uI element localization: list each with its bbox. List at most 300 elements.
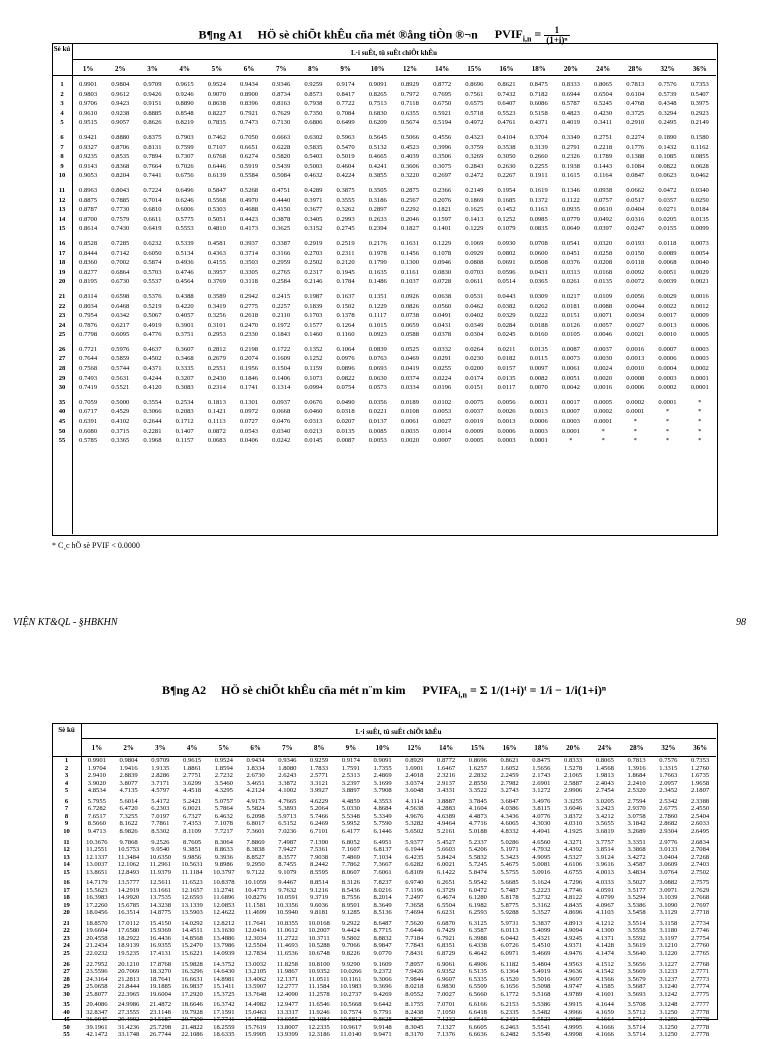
factor-cell: 0.3220	[400, 172, 420, 180]
factor-cell: 0.7350	[304, 109, 323, 117]
factor-cell: 0.0472	[658, 186, 677, 194]
factor-cell: 13.2105	[244, 968, 267, 976]
factor-cell: 2.8550	[468, 779, 487, 787]
table-a2-grid	[52, 743, 716, 1039]
factor-cell: 0.0001	[594, 418, 613, 426]
factor-cell: 2.2410	[627, 779, 646, 787]
factor-cell: 7.3658	[405, 901, 424, 909]
factor-cell: 0.8963	[79, 186, 98, 194]
rate-col-header: 12%	[407, 743, 422, 752]
factor-cell: 0.0946	[433, 259, 452, 267]
factor-cell: 0.2502	[304, 259, 323, 267]
factor-cell: 8.0218	[405, 983, 424, 991]
factor-cell: 0.6232	[143, 239, 162, 247]
factor-cell: 0.0638	[433, 292, 452, 300]
factor-cell: 0.0451	[561, 249, 580, 257]
factor-cell: 5.2421	[183, 797, 202, 805]
factor-cell: 2.3216	[437, 772, 456, 780]
factor-cell: 0.0462	[465, 302, 484, 310]
factor-cell: 8.0552	[405, 990, 424, 998]
factor-cell: 0.0054	[690, 249, 709, 257]
factor-cell: 12.0416	[244, 927, 267, 935]
factor-cell: 13.6055	[276, 1016, 299, 1024]
table-row	[52, 277, 716, 287]
table-row	[52, 268, 716, 278]
factor-cell: 5.2161	[437, 827, 456, 835]
factor-cell: 7.5620	[405, 919, 424, 927]
factor-cell: 19.6604	[86, 927, 108, 935]
rate-col-header: 15%	[467, 64, 482, 73]
factor-cell: 12.1062	[117, 861, 140, 869]
factor-cell: 0.4371	[529, 119, 548, 127]
factor-cell: 10.9352	[308, 968, 330, 976]
factor-cell: 3.5177	[627, 886, 646, 894]
factor-cell: 10.0266	[340, 968, 362, 976]
factor-cell: 1.5278	[564, 764, 583, 772]
factor-cell: 5.5016	[532, 975, 551, 983]
factor-cell: 7.8869	[246, 838, 265, 846]
factor-cell: 14.3752	[213, 960, 235, 968]
factor-cell: 2.7232	[214, 772, 233, 780]
factor-cell: 9.5802	[341, 934, 360, 942]
period-cell: 21	[58, 292, 66, 300]
factor-cell: 0.0039	[658, 278, 677, 286]
factor-cell: 15.6785	[117, 901, 140, 909]
factor-cell: 0.2633	[368, 215, 387, 223]
factor-cell: 0.0830	[433, 268, 452, 276]
factor-cell: *	[698, 418, 702, 426]
factor-cell: 0.4289	[304, 186, 323, 194]
factor-cell: 0.5787	[561, 100, 580, 108]
factor-cell: 0.0117	[497, 384, 516, 392]
factor-cell: 0.0382	[497, 302, 516, 310]
factor-cell: 4.1474	[595, 949, 614, 957]
table-a1-period-header: Sè kú	[53, 45, 71, 53]
factor-cell: 0.0006	[690, 321, 709, 329]
factor-cell: 6.6636	[468, 1031, 487, 1039]
factor-cell: 12.1657	[181, 886, 203, 894]
factor-cell: 2.1065	[564, 772, 583, 780]
table-row	[52, 398, 716, 408]
factor-cell: 32.8347	[86, 1008, 108, 1016]
factor-cell: 0.0151	[465, 384, 484, 392]
factor-cell: 0.3971	[304, 196, 323, 204]
factor-cell: 6.6870	[437, 919, 456, 927]
table-row	[52, 920, 716, 928]
factor-cell: 18.2559	[213, 1023, 235, 1031]
factor-cell: 0.1615	[561, 172, 580, 180]
factor-cell: *	[633, 427, 637, 435]
factor-cell: 3.1233	[659, 968, 678, 976]
factor-cell: 0.4155	[207, 259, 226, 267]
factor-cell: 6.3729	[437, 886, 456, 894]
factor-cell: 13.9399	[276, 1031, 299, 1039]
factor-cell: 0.5051	[207, 215, 226, 223]
factor-cell: 3.5558	[627, 927, 646, 935]
factor-cell: 0.7972	[400, 90, 420, 98]
factor-cell: 0.1789	[594, 153, 613, 161]
factor-cell: 2.7982	[500, 779, 519, 787]
factor-cell: 0.1452	[497, 206, 516, 214]
factor-cell: 0.0007	[433, 437, 452, 445]
factor-cell: 0.1378	[336, 312, 355, 320]
factor-cell: *	[665, 408, 670, 416]
factor-cell: 0.5835	[304, 143, 323, 151]
period-cell: 2	[64, 764, 69, 772]
factor-cell: 0.0261	[561, 278, 580, 286]
factor-cell: 11.9246	[308, 1008, 330, 1016]
factor-cell: 4.1103	[595, 909, 614, 917]
factor-cell: 1.6052	[500, 764, 519, 772]
factor-cell: *	[633, 418, 637, 426]
factor-cell: 10.9617	[340, 1023, 362, 1031]
factor-cell: 0.6730	[111, 278, 130, 286]
factor-cell: 13.0032	[244, 960, 267, 968]
factor-cell: 0.1229	[465, 225, 484, 233]
factor-cell: 0.7441	[143, 172, 162, 180]
factor-cell: 0.9174	[336, 81, 355, 89]
factor-cell: 0.1956	[239, 365, 259, 373]
table-row	[52, 887, 716, 895]
factor-cell: 5.4206	[468, 846, 487, 854]
factor-cell: 4.3436	[500, 812, 519, 820]
factor-cell: 12.6593	[181, 894, 203, 902]
factor-cell: 5.9377	[405, 838, 424, 846]
factor-cell: 0.7050	[239, 134, 259, 142]
factor-cell: 0.0460	[304, 408, 323, 416]
factor-cell: 0.1703	[304, 312, 323, 320]
factor-cell: 6.2463	[500, 1023, 519, 1031]
factor-cell: 4.4392	[564, 846, 583, 854]
factor-cell: 6.4674	[437, 894, 456, 902]
factor-cell: 10.8276	[244, 894, 267, 902]
factor-cell: 6.7921	[437, 934, 456, 942]
period-cell: 23	[58, 312, 66, 320]
factor-cell: 0.1821	[433, 206, 452, 214]
factor-cell: 8.1622	[119, 820, 138, 828]
factor-cell: 0.4972	[465, 119, 484, 127]
table-a2-period-header: Sè kú	[58, 726, 75, 734]
factor-cell: 9.7791	[373, 1008, 392, 1016]
factor-cell: 0.8621	[500, 757, 519, 765]
factor-cell: 0.0757	[594, 196, 613, 204]
factor-cell: 7.8237	[373, 879, 392, 887]
factor-cell: 0.2697	[433, 172, 452, 180]
factor-cell: 0.0541	[561, 239, 580, 247]
period-cell: 24	[58, 321, 66, 329]
factor-cell: 4.8684	[373, 805, 392, 813]
factor-cell: 0.8163	[272, 100, 291, 108]
factor-cell: 3.9124	[595, 853, 614, 861]
period-cell: 15	[63, 868, 70, 876]
factor-cell: 0.1351	[368, 292, 387, 300]
factor-cell: 9.6036	[310, 901, 329, 909]
factor-cell: 0.9709	[151, 757, 170, 765]
factor-cell: 0.3349	[561, 134, 580, 142]
factor-cell: 4.1659	[595, 1008, 614, 1016]
factor-cell: 2.9410	[87, 772, 106, 780]
table-row	[52, 1031, 716, 1039]
factor-cell: 0.3152	[304, 225, 323, 233]
factor-cell: 8.9826	[119, 827, 138, 835]
rate-col-header: 9%	[340, 64, 351, 73]
factor-cell: 0.9434	[239, 81, 259, 89]
factor-cell: 0.0087	[336, 437, 355, 445]
factor-cell: 0.7084	[336, 109, 355, 117]
factor-cell: 0.5584	[239, 172, 259, 180]
factor-cell: 5.9731	[500, 919, 519, 927]
factor-cell: 0.2430	[207, 374, 226, 382]
factor-cell: 23.1148	[149, 1008, 171, 1016]
factor-cell: *	[665, 437, 670, 445]
factor-cell: 3.6819	[595, 827, 614, 835]
factor-cell: 0.8227	[207, 109, 226, 117]
factor-cell: 0.0037	[465, 408, 484, 416]
factor-cell: 2.7778	[691, 1016, 710, 1024]
factor-cell: 0.0135	[336, 427, 355, 435]
factor-cell: 3.3872	[278, 779, 297, 787]
factor-cell: 9.4424	[341, 927, 360, 935]
factor-cell: 0.1078	[433, 249, 452, 257]
factor-cell: 0.1085	[658, 153, 677, 161]
factor-cell: 0.2791	[561, 143, 580, 151]
factor-cell: 0.1741	[239, 384, 259, 392]
factor-cell: 0.2472	[465, 172, 484, 180]
factor-cell: 1.7355	[373, 764, 392, 772]
factor-cell: 0.1685	[497, 196, 516, 204]
factor-cell: 0.5976	[111, 345, 130, 353]
factor-cell: 0.9423	[111, 100, 130, 108]
factor-cell: 0.0022	[658, 302, 677, 310]
factor-cell: 11.6523	[181, 879, 203, 887]
factor-cell: 15.9905	[244, 1031, 267, 1039]
factor-cell: 6.1520	[500, 975, 519, 983]
factor-cell: 0.0099	[690, 225, 709, 233]
period-cell: 13	[63, 853, 70, 861]
factor-cell: 0.0738	[400, 312, 420, 320]
factor-cell: 0.0855	[690, 153, 709, 161]
factor-cell: 6.4720	[119, 805, 138, 813]
factor-cell: 5.8775	[500, 901, 519, 909]
factor-cell: 0.4523	[400, 143, 420, 151]
factor-cell: 4.9966	[564, 1008, 583, 1016]
period-cell: 18	[58, 259, 66, 267]
factor-cell: 12.3186	[308, 1031, 330, 1039]
factor-cell: 0.3725	[626, 109, 645, 117]
factor-cell: 3.1842	[627, 820, 646, 828]
factor-cell: 6.1280	[468, 894, 487, 902]
table-row	[52, 215, 716, 225]
factor-cell: 6.2303	[151, 805, 170, 813]
factor-cell: 4.9747	[564, 983, 583, 991]
factor-cell: 0.0034	[626, 312, 645, 320]
factor-cell: 0.2274	[626, 134, 645, 142]
factor-cell: 6.0726	[500, 942, 519, 950]
factor-cell: 0.2149	[465, 186, 484, 194]
factor-cell: 0.0217	[561, 292, 580, 300]
factor-cell: 0.3677	[304, 206, 323, 214]
factor-cell: 0.0056	[626, 292, 645, 300]
factor-cell: 5.2337	[468, 838, 487, 846]
factor-cell: 0.1580	[690, 134, 709, 142]
factor-cell: 2.5342	[659, 797, 678, 805]
factor-cell: 0.1619	[529, 186, 548, 194]
factor-cell: 3.1250	[659, 1016, 678, 1024]
factor-cell: 0.9091	[368, 81, 387, 89]
factor-cell: 0.2110	[272, 312, 291, 320]
factor-cell: 5.7590	[373, 820, 392, 828]
factor-cell: 0.0108	[400, 408, 420, 416]
factor-cell: 0.6756	[175, 172, 194, 180]
factor-cell: 4.7665	[278, 797, 297, 805]
table-row	[52, 90, 716, 100]
period-cell: 19	[58, 268, 66, 276]
factor-cell: 4.8332	[500, 827, 519, 835]
factor-cell: 0.5019	[336, 153, 355, 161]
factor-cell: 8.9847	[373, 942, 392, 950]
factor-cell: 9.7868	[119, 838, 138, 846]
factor-cell: 6.7327	[183, 812, 202, 820]
factor-cell: 0.4637	[143, 345, 162, 353]
factor-cell: 6.1364	[500, 968, 519, 976]
factor-cell: 5.5348	[341, 812, 360, 820]
factor-cell: 0.0009	[690, 312, 709, 320]
factor-cell: 3.5386	[627, 901, 646, 909]
empty-header	[52, 64, 72, 75]
factor-cell: 12.1371	[276, 975, 299, 983]
factor-cell: 0.0030	[594, 355, 613, 363]
factor-cell: 24.5187	[149, 1016, 172, 1024]
factor-cell: 15.7619	[244, 1023, 267, 1031]
factor-cell: 0.7561	[465, 90, 484, 98]
table-row	[52, 894, 716, 902]
factor-cell: 0.2551	[207, 365, 226, 373]
factor-cell: 22.3965	[117, 990, 140, 998]
factor-cell: 0.8890	[175, 100, 194, 108]
factor-cell: 5.3162	[532, 901, 551, 909]
table-row	[52, 983, 716, 991]
factor-cell: 0.0313	[304, 418, 323, 426]
factor-cell: 0.1945	[336, 268, 355, 276]
factor-cell: 0.2812	[207, 345, 226, 353]
factor-cell: 0.5470	[336, 143, 355, 151]
factor-cell: 9.2950	[246, 861, 265, 869]
factor-cell: 4.4873	[468, 812, 487, 820]
factor-cell: 0.4919	[143, 321, 162, 329]
factor-cell: 10.1059	[244, 879, 267, 887]
factor-cell: 8.5302	[151, 827, 170, 835]
factor-cell: 0.1577	[304, 321, 323, 329]
factor-cell: 2.7697	[691, 901, 710, 909]
factor-cell: 0.8885	[143, 109, 162, 117]
period-cell: 15	[58, 225, 66, 233]
table-row	[52, 205, 716, 215]
factor-cell: 10.8378	[213, 879, 235, 887]
factor-cell: 0.7130	[272, 119, 291, 127]
rate-col-header: 32%	[661, 743, 676, 752]
table-row	[52, 780, 716, 788]
factor-cell: 0.0155	[658, 225, 677, 233]
factor-cell: 0.7722	[336, 100, 355, 108]
factor-cell: 0.4150	[272, 206, 291, 214]
factor-cell: 7.9844	[405, 975, 424, 983]
factor-cell: 10.2007	[308, 927, 330, 935]
factor-cell: 7.8431	[405, 949, 424, 957]
factor-cell: 0.1161	[401, 268, 419, 276]
factor-cell: 0.5132	[368, 143, 387, 151]
factor-cell: 0.1160	[336, 331, 355, 339]
factor-cell: 0.7876	[79, 321, 98, 329]
period-cell: 55	[63, 1031, 70, 1039]
page-number: 98	[736, 617, 746, 628]
factor-cell: 9.4269	[373, 990, 392, 998]
factor-cell: 0.0611	[465, 278, 484, 286]
factor-cell: 2.7768	[691, 960, 710, 968]
table-row	[52, 935, 716, 943]
factor-cell: 0.0016	[626, 345, 645, 353]
factor-cell: 0.0012	[690, 302, 709, 310]
factor-cell: 0.2875	[400, 186, 420, 194]
factor-cell: 0.0491	[433, 312, 452, 320]
rate-col-header: 4%	[179, 64, 190, 73]
factor-cell: 0.0802	[497, 249, 516, 257]
factor-cell: 5.9713	[278, 812, 297, 820]
factor-cell: 4.1664	[595, 1016, 614, 1024]
table-a1-label: B¶ng A1	[198, 27, 243, 42]
factor-cell: 14.4511	[181, 927, 203, 935]
factor-cell: 0.0006	[658, 355, 677, 363]
factor-cell: 3.5687	[627, 983, 646, 991]
factor-cell: 0.2534	[175, 398, 194, 406]
factor-cell: 6.3988	[468, 934, 487, 942]
factor-cell: 0.7462	[207, 134, 226, 142]
factor-cell: 2.9906	[564, 787, 583, 795]
factor-cell: 0.9246	[175, 90, 194, 98]
factor-cell: 0.0053	[368, 437, 387, 445]
factor-cell: 8.0216	[373, 886, 392, 894]
factor-cell: 0.8043	[111, 186, 130, 194]
factor-cell: 0.5376	[143, 292, 162, 300]
factor-cell: 0.7903	[175, 134, 194, 142]
factor-cell: 0.3050	[497, 153, 516, 161]
factor-cell: 0.0046	[594, 331, 613, 339]
factor-cell: 4.7716	[468, 820, 487, 828]
factor-cell: 0.0708	[529, 239, 548, 247]
factor-cell: 4.1585	[595, 983, 614, 991]
factor-cell: 2.5887	[564, 779, 583, 787]
factor-cell: 7.0701	[437, 1001, 456, 1009]
factor-cell: 4.0333	[595, 879, 614, 887]
factor-cell: 0.0160	[529, 331, 548, 339]
factor-cell: 13.5777	[117, 879, 140, 887]
factor-cell: 0.7059	[79, 398, 98, 406]
factor-cell: 0.6806	[304, 119, 323, 127]
factor-cell: 3.1242	[659, 990, 678, 998]
factor-cell: 0.0002	[594, 408, 613, 416]
factor-cell: 4.5797	[151, 787, 170, 795]
factor-cell: 0.0013	[529, 408, 548, 416]
factor-cell: 0.0822	[336, 374, 355, 382]
factor-cell: 7.3667	[373, 861, 392, 869]
factor-cell: 7.9427	[278, 846, 297, 854]
factor-cell: 19.1885	[149, 983, 172, 991]
factor-cell: 0.1157	[175, 437, 194, 445]
factor-cell: 9.8181	[310, 909, 329, 917]
period-cell: 28	[63, 975, 70, 983]
factor-cell: 2.0957	[659, 779, 678, 787]
factor-cell: 4.4859	[341, 797, 360, 805]
factor-cell: 0.3901	[175, 321, 194, 329]
